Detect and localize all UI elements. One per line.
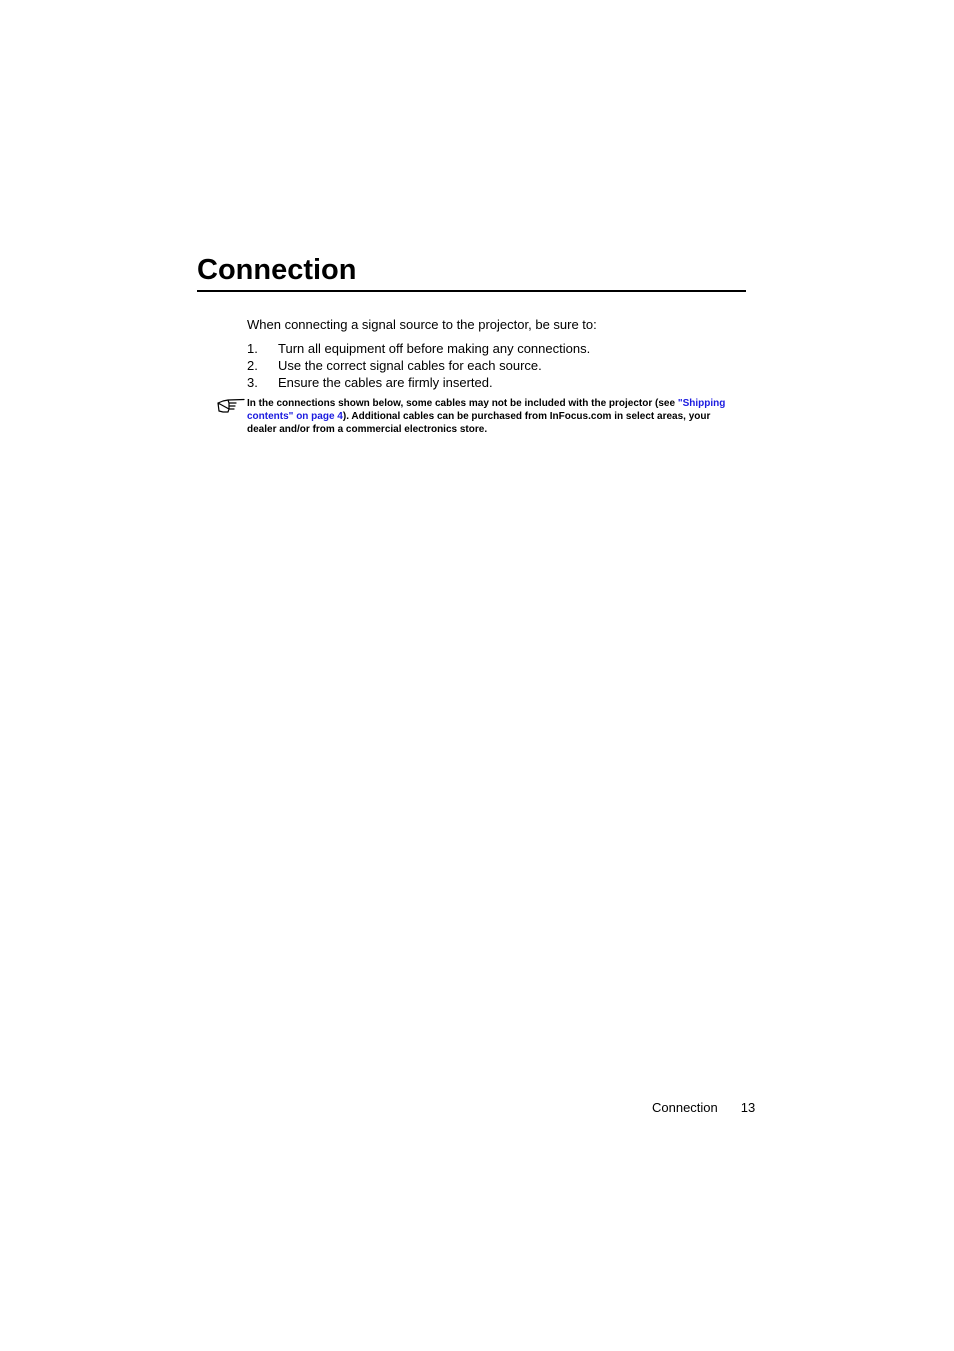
pointing-hand-icon	[217, 397, 245, 415]
step-text: Use the correct signal cables for each source.	[278, 358, 542, 373]
page-title: Connection	[197, 254, 357, 286]
page-footer	[652, 1099, 755, 1116]
step-number: 3.	[247, 375, 258, 390]
note-text-before: In the connections shown below, some cables may not be included with the projector (see	[247, 398, 678, 409]
list-item	[247, 340, 590, 357]
page-number: 13	[740, 1100, 756, 1115]
section-heading	[197, 252, 746, 292]
footer-section-name: Connection	[652, 1100, 718, 1115]
intro-paragraph: When connecting a signal source to the projector, be sure to:	[247, 317, 597, 332]
step-text: Turn all equipment off before making any connections.	[278, 341, 591, 356]
step-number: 2.	[247, 358, 258, 373]
step-number: 1.	[247, 341, 258, 356]
steps-list	[247, 340, 590, 391]
note-block	[217, 397, 737, 436]
shipping-contents-link[interactable]: "Shipping contents" on page 4	[247, 398, 726, 422]
list-item	[247, 374, 590, 391]
step-text: Ensure the cables are firmly inserted.	[278, 375, 493, 390]
note-text	[247, 397, 737, 436]
list-item	[247, 357, 590, 374]
note-text-after: ). Additional cables can be purchased from InFocus.com in select areas, your dealer and/or from a commercial electronics store.	[247, 411, 711, 435]
